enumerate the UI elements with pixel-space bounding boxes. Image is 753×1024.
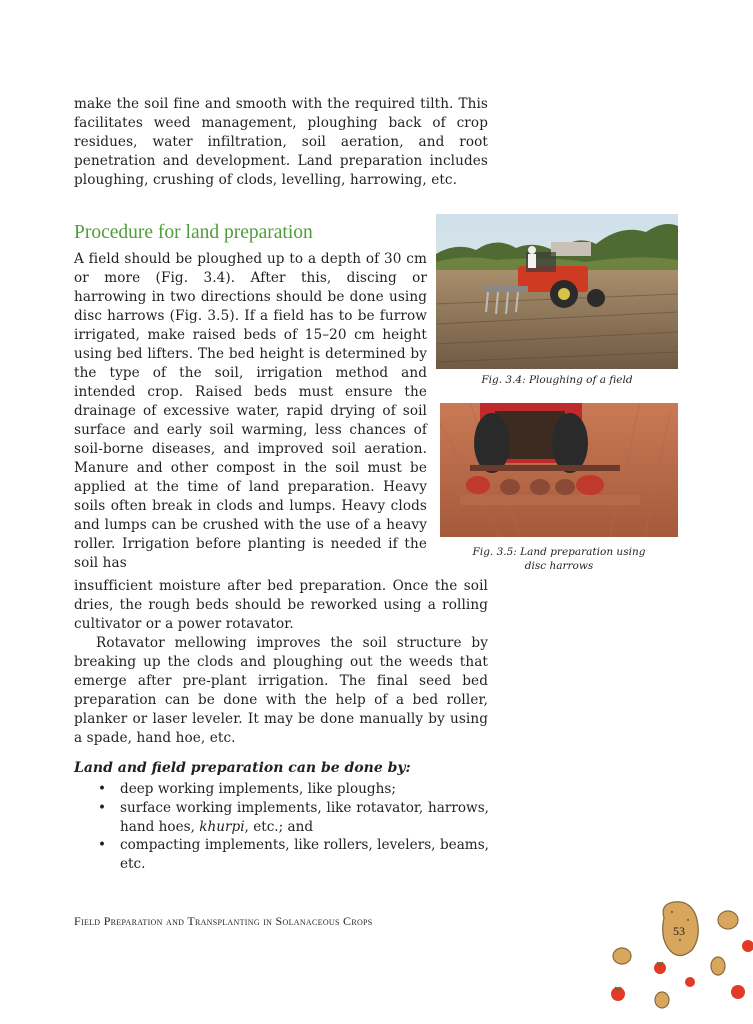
khurpi-term: khurpi [199,818,245,835]
disc-harrow-photo [440,403,678,537]
list-item: • deep working implements, like ploughs; [96,780,489,799]
procedure-paragraph-wide: insufficient moisture after bed preparation. Once the soil dries, the rough beds should be reworked using a rolling cultivator or a power rotavator. [74,578,488,632]
procedure-paragraph-narrow: A field should be ploughed up to a depth of 30 cm or more (Fig. 3.4). After this, discing or harrowing in two directions should be done using disc harrows (Fig. 3.5). If a field has to be furrow irrigated, make raised beds of 15–20 cm height using bed lifters. The bed height is determined by the type of the soil, irrigation method and intended crop. Raised beds must ensure the drainage of excessive water, rapid drying of soil surface and early soil warming, less chances of soil-borne diseases, and improved soil aeration. Manure and other compost in the soil must be applied at the time of land preparation. Heavy soils often break in clods and lumps. Heavy clods and lumps can be crushed with the use of a heavy roller. Irrigation before planting is needed if the soil has [74,251,427,571]
ploughing-photo [436,214,678,369]
tomato-icon [611,987,625,1001]
running-footer: Field Preparation and Transplanting in Solanaceous Crops [74,914,373,928]
implements-subheading: Land and field preparation can be done by: [74,760,411,776]
tomato-icon [731,985,745,999]
rotavator-paragraph: Rotavator mellowing improves the soil structure by breaking up the clods and ploughing out the weeds that emerge after pre-plant irrigation. The final seed bed preparation can be done with the help of a bed roller, planker or laser leveler. It may be done manually by using a spade, hand hoe, etc. [74,635,488,746]
tomato-icon [654,962,666,974]
intro-paragraph: make the soil fine and smooth with the required tilth. This facilitates weed management, ploughing back of crop residues, water infiltration, soil aeration, and root penetration and development. Land preparation includes ploughing, crushing of clods, levelling, harrowing, etc. [74,96,488,188]
potato-icon [655,992,669,1008]
list-item: • surface working implements, like rotavator, harrows, hand hoes, khurpi, etc.; and [96,799,489,837]
potato-icon [711,957,725,975]
list-item: • compacting implements, like rollers, levelers, beams, etc. [96,836,489,874]
section-heading: Procedure for land preparation [74,222,313,243]
potato-icon [718,911,738,929]
page-number: 53 [673,924,685,938]
figure-caption-3-4: Fig. 3.4: Ploughing of a field [481,374,633,386]
tomato-icon [685,977,695,987]
potato-icon [613,948,631,964]
figure-caption-3-5: Fig. 3.5: Land preparation using disc harrows [472,546,646,572]
vegetable-decoration [600,890,753,1024]
tomato-icon [742,940,753,952]
implements-list [96,780,489,874]
